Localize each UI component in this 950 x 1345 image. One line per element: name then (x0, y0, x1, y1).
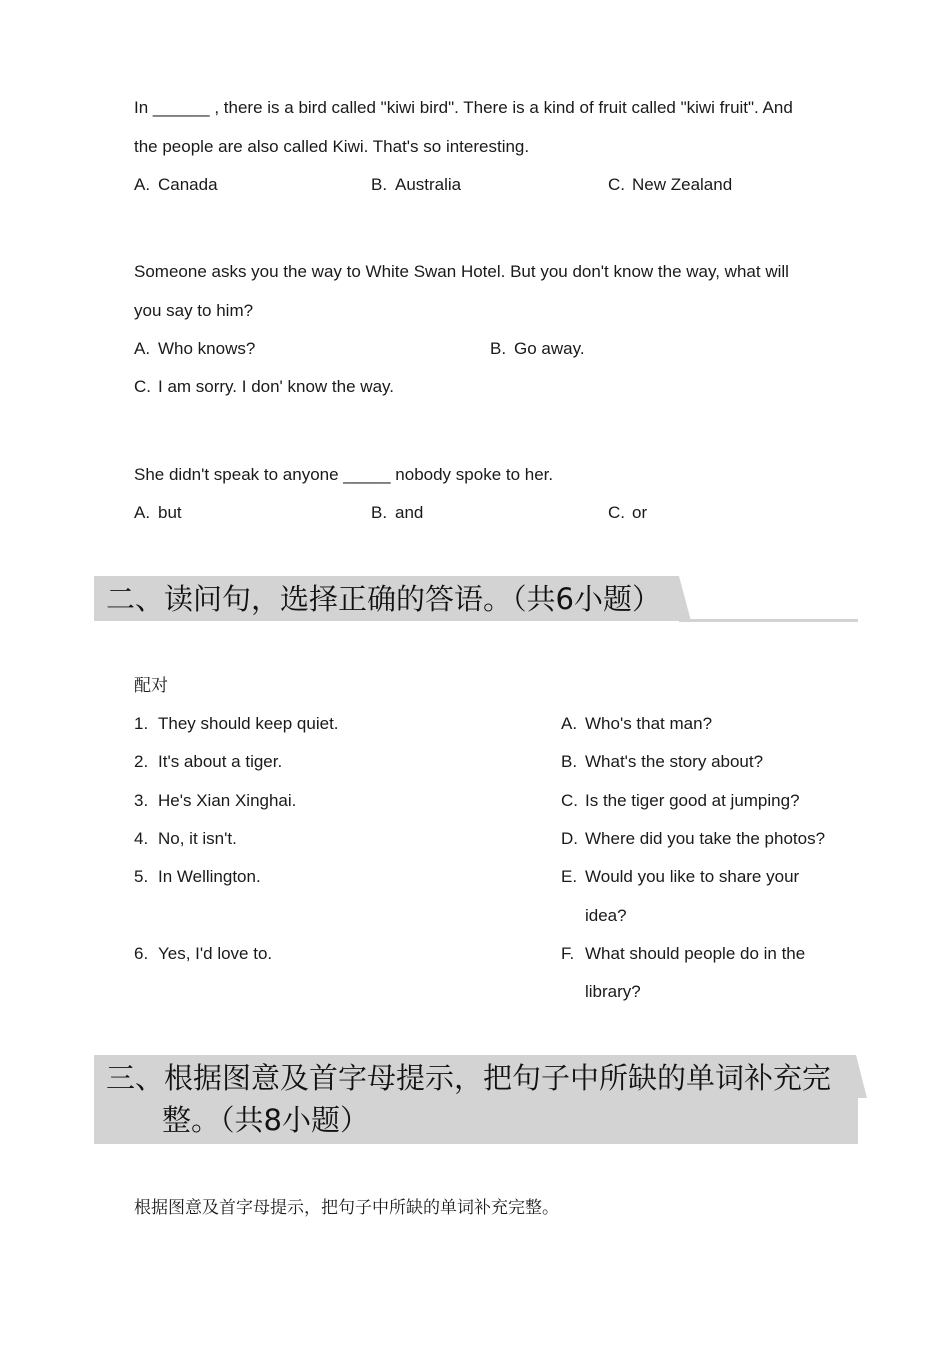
q3-option-b-text: and (395, 503, 424, 522)
match-left-6-text: Yes, I'd love to. (158, 944, 273, 963)
q1-option-b-letter: B. (371, 175, 388, 194)
section2-instruction: 配对 (134, 676, 168, 695)
match-left-3 (134, 791, 296, 811)
match-left-3-text: He's Xian Xinghai. (158, 791, 297, 810)
q3-option-c-text: or (632, 503, 648, 522)
section3-title-line2: 整。（共8小题） (162, 1103, 369, 1137)
q3-option-c (608, 503, 647, 523)
q1-text-line2: the people are also called Kiwi. That's so interesting. (134, 137, 530, 156)
section3-title-line1: 三、根据图意及首字母提示，把句子中所缺的单词补充完 (106, 1061, 832, 1095)
q3-option-a-letter: A. (134, 503, 151, 522)
q2-option-c-letter: C. (134, 377, 151, 396)
q1-option-a (134, 175, 218, 195)
q2-option-a-text: Who knows? (158, 339, 256, 358)
match-left-2 (134, 752, 282, 772)
match-left-4-text: No, it isn't. (158, 829, 237, 848)
q2-text-line2: you say to him? (134, 301, 254, 320)
q3-option-a-text: but (158, 503, 182, 522)
match-left-1 (134, 714, 339, 734)
match-left-2-text: It's about a tiger. (158, 752, 283, 771)
q2-text-line1: Someone asks you the way to White Swan Hotel. But you don't know the way, what will (134, 262, 789, 281)
match-left-3-num: 3. (134, 791, 149, 810)
match-right-c (561, 791, 800, 811)
match-right-f-text: What should people do in the (585, 944, 806, 963)
match-left-2-num: 2. (134, 752, 149, 771)
match-left-1-text: They should keep quiet. (158, 714, 339, 733)
match-right-d (561, 829, 825, 849)
match-right-a-letter: A. (561, 714, 578, 733)
q3-option-c-letter: C. (608, 503, 625, 522)
q1-text-line1: In ______ , there is a bird called "kiwi bird". There is a kind of fruit called "kiwi fruit". And (134, 98, 793, 117)
q3-option-a (134, 503, 182, 523)
q2-option-a (134, 339, 255, 359)
match-right-f-continued: library? (585, 982, 641, 1001)
match-right-f (561, 944, 805, 964)
match-right-e-letter: E. (561, 867, 578, 886)
q1-option-a-text: Canada (158, 175, 218, 194)
q2-option-c-text: I am sorry. I don' know the way. (158, 377, 394, 396)
match-left-5-num: 5. (134, 867, 149, 886)
q2-option-b-letter: B. (490, 339, 507, 358)
match-right-b-text: What's the story about? (585, 752, 764, 771)
match-left-6-num: 6. (134, 944, 149, 963)
section2-title: 二、读问句，选择正确的答语。（共6小题） (106, 582, 661, 616)
match-left-5 (134, 867, 261, 887)
match-right-e (561, 867, 799, 887)
match-right-b (561, 752, 763, 772)
match-right-e-text: Would you like to share your (585, 867, 800, 886)
match-left-1-num: 1. (134, 714, 149, 733)
q3-option-b-letter: B. (371, 503, 388, 522)
match-right-c-letter: C. (561, 791, 578, 810)
q1-option-c (608, 175, 732, 195)
match-left-4 (134, 829, 237, 849)
q1-option-c-letter: C. (608, 175, 625, 194)
match-right-c-text: Is the tiger good at jumping? (585, 791, 800, 810)
match-right-d-letter: D. (561, 829, 578, 848)
match-right-b-letter: B. (561, 752, 578, 771)
q1-option-c-text: New Zealand (632, 175, 733, 194)
match-right-e-continued: idea? (585, 906, 627, 925)
section3-instruction: 根据图意及首字母提示，把句子中所缺的单词补充完整。 (134, 1198, 559, 1217)
q2-option-a-letter: A. (134, 339, 151, 358)
q2-option-b-text: Go away. (514, 339, 585, 358)
match-right-d-text: Where did you take the photos? (585, 829, 826, 848)
q3-option-b (371, 503, 423, 523)
match-left-6 (134, 944, 272, 964)
match-right-f-letter: F. (561, 944, 575, 963)
match-left-5-text: In Wellington. (158, 867, 261, 886)
match-left-4-num: 4. (134, 829, 149, 848)
match-right-a (561, 714, 712, 734)
q1-option-b-text: Australia (395, 175, 462, 194)
q1-option-b (371, 175, 461, 195)
q2-option-c (134, 377, 394, 397)
q2-option-b (490, 339, 585, 359)
q3-text-line1: She didn't speak to anyone _____ nobody spoke to her. (134, 465, 554, 484)
match-right-a-text: Who's that man? (585, 714, 713, 733)
q1-option-a-letter: A. (134, 175, 151, 194)
